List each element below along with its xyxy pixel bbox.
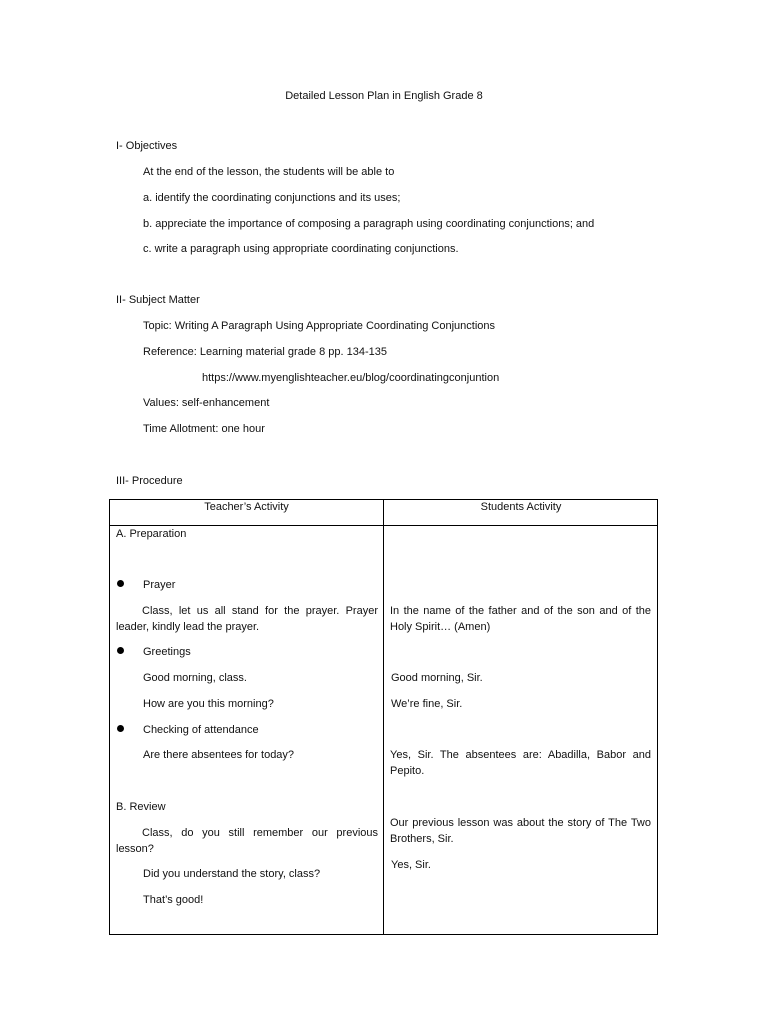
document-title: Detailed Lesson Plan in English Grade 8 (285, 90, 483, 102)
prayer-teacher-text: Class, let us all stand for the prayer. Prayer leader, kindly lead the prayer. (116, 605, 378, 633)
reference-url: https://www.myenglishteacher.eu/blog/coordinatingconjuntion (202, 372, 500, 384)
how-teacher-text: How are you this morning? (143, 698, 274, 710)
teacher-activity-header: Teacher’s Activity (204, 501, 289, 513)
objectives-heading: I- Objectives (116, 140, 178, 152)
greetings-label: Greetings (143, 646, 191, 658)
objective-item-a: a. identify the coordinating conjunctions and its uses; (143, 192, 401, 204)
bullet-icon (117, 725, 124, 732)
values-line: Values: self-enhancement (143, 397, 270, 409)
topic-line: Topic: Writing A Paragraph Using Appropriate Coordinating Conjunctions (143, 320, 495, 332)
review-teacher-text: Class, do you still remember our previous lesson? (116, 827, 378, 855)
understand-teacher-text: Did you understand the story, class? (143, 868, 321, 880)
how-student-text: We’re fine, Sir. (391, 698, 463, 710)
preparation-label: A. Preparation (116, 528, 187, 540)
reference-line: Reference: Learning material grade 8 pp. 134-135 (143, 346, 387, 358)
table-header-divider (109, 525, 658, 526)
absent-teacher-text: Are there absentees for today? (143, 749, 295, 761)
objective-item-c: c. write a paragraph using appropriate coordinating conjunctions. (143, 243, 459, 255)
prayer-label: Prayer (143, 579, 176, 591)
procedure-heading: III- Procedure (116, 475, 183, 487)
bullet-icon (117, 580, 124, 587)
review-label: B. Review (116, 801, 166, 813)
objectives-intro: At the end of the lesson, the students will be able to (143, 166, 395, 178)
prayer-student-text: In the name of the father and of the son and of the Holy Spirit… (Amen) (390, 605, 651, 633)
absent-student-text: Yes, Sir. The absentees are: Abadilla, Babor and Pepito. (390, 749, 651, 777)
good-teacher-text: That’s good! (143, 894, 204, 906)
greet-student-text: Good morning, Sir. (391, 672, 483, 684)
students-activity-header: Students Activity (480, 501, 562, 513)
greet-teacher-text: Good morning, class. (143, 672, 247, 684)
objective-item-b: b. appreciate the importance of composing a paragraph using coordinating conjunctions; and (143, 218, 595, 230)
understand-student-text: Yes, Sir. (391, 859, 431, 871)
subject-matter-heading: II- Subject Matter (116, 294, 200, 306)
review-student-text: Our previous lesson was about the story of The Two Brothers, Sir. (390, 817, 651, 845)
table-column-divider (383, 499, 384, 935)
bullet-icon (117, 647, 124, 654)
time-allotment-line: Time Allotment: one hour (143, 423, 265, 435)
attendance-label: Checking of attendance (143, 724, 259, 736)
